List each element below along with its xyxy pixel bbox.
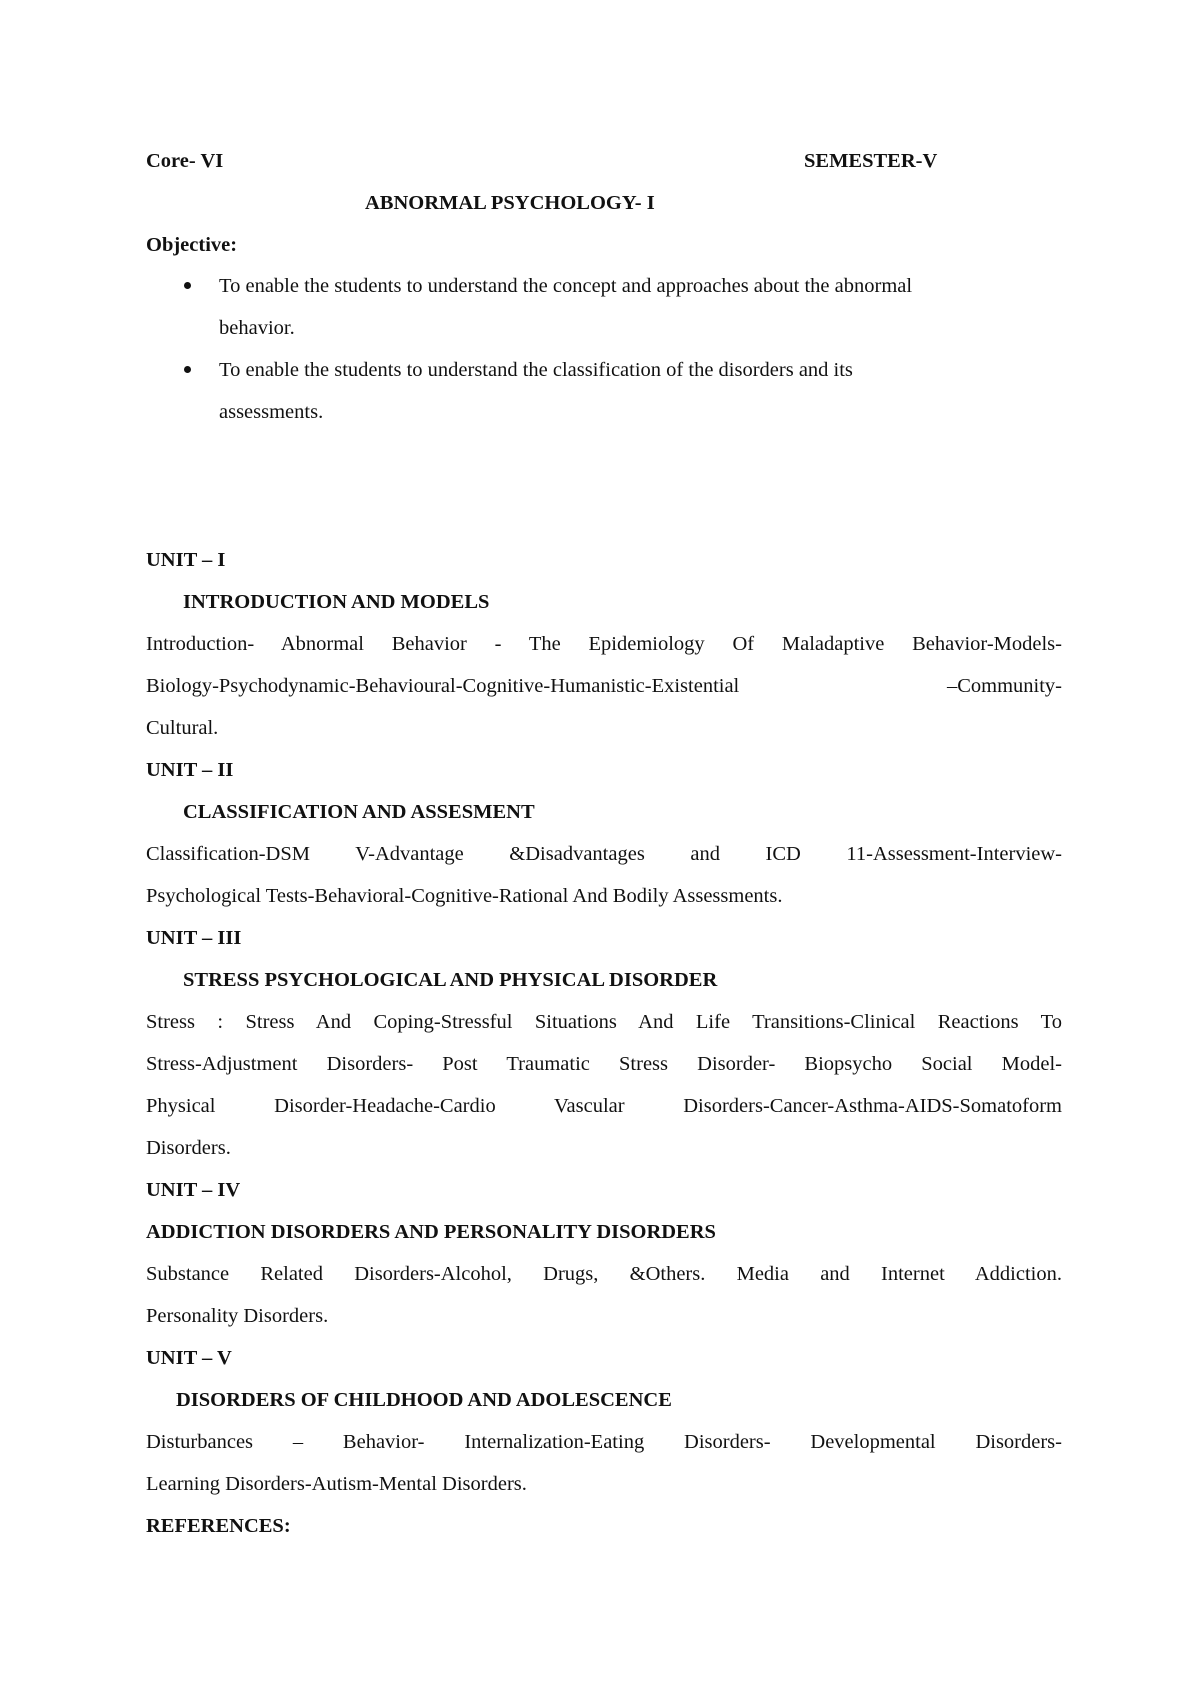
unit-1-title: INTRODUCTION AND MODELS	[183, 591, 490, 613]
unit-2-text-line-2: Psychological Tests-Behavioral-Cognitive-Rational And Bodily Assessments.	[146, 885, 783, 907]
unit-3-text-line-3: Physical Disorder-Headache-Cardio Vascular Disorders-Cancer-Asthma-AIDS-Somatoform	[146, 1095, 1062, 1117]
unit-5-text-line-2: Learning Disorders-Autism-Mental Disorders.	[146, 1473, 527, 1495]
course-code: Core- VI	[146, 150, 224, 172]
unit-3-text-line-4: Disorders.	[146, 1137, 231, 1159]
objective-item-1-line-2: behavior.	[219, 317, 295, 339]
unit-2-text-line-1: Classification-DSM V-Advantage &Disadvantages and ICD 11-Assessment-Interview-	[146, 843, 1062, 865]
unit-4-title: ADDICTION DISORDERS AND PERSONALITY DISORDERS	[146, 1221, 716, 1243]
objective-item-2-line-2: assessments.	[219, 401, 324, 423]
bullet-icon	[184, 282, 191, 289]
references-heading: REFERENCES:	[146, 1515, 291, 1537]
unit-3-text-line-2: Stress-Adjustment Disorders- Post Traumatic Stress Disorder- Biopsycho Social Model-	[146, 1053, 1062, 1075]
unit-4-text-line-2: Personality Disorders.	[146, 1305, 329, 1327]
unit-5-label: UNIT – V	[146, 1347, 232, 1369]
objective-item-1-line-1: To enable the students to understand the concept and approaches about the abnormal	[219, 275, 913, 297]
objective-heading: Objective:	[146, 234, 238, 256]
unit-5-title: DISORDERS OF CHILDHOOD AND ADOLESCENCE	[176, 1389, 672, 1411]
unit-5-text-line-1: Disturbances – Behavior- Internalization-Eating Disorders- Developmental Disorders-	[146, 1431, 1062, 1453]
bullet-icon	[184, 366, 191, 373]
unit-2-title: CLASSIFICATION AND ASSESMENT	[183, 801, 535, 823]
unit-3-label: UNIT – III	[146, 927, 242, 949]
unit-2-label: UNIT – II	[146, 759, 234, 781]
objective-item-2-line-1: To enable the students to understand the classification of the disorders and its	[219, 359, 853, 381]
unit-4-label: UNIT – IV	[146, 1179, 241, 1201]
unit-3-title: STRESS PSYCHOLOGICAL AND PHYSICAL DISORDER	[183, 969, 718, 991]
unit-1-label: UNIT – I	[146, 549, 226, 571]
unit-1-text-line-3: Cultural.	[146, 717, 219, 739]
unit-1-text-line-1: Introduction- Abnormal Behavior - The Epidemiology Of Maladaptive Behavior-Models-	[146, 633, 1062, 655]
unit-1-text-line-2: Biology-Psychodynamic-Behavioural-Cognitive-Humanistic-Existential –Community-	[146, 675, 1062, 697]
unit-4-text-line-1: Substance Related Disorders-Alcohol, Drugs, &Others. Media and Internet Addiction.	[146, 1263, 1062, 1285]
unit-3-text-line-1: Stress : Stress And Coping-Stressful Situations And Life Transitions-Clinical Reactions To	[146, 1011, 1062, 1033]
course-title: ABNORMAL PSYCHOLOGY- I	[365, 192, 655, 214]
semester-label: SEMESTER-V	[804, 150, 938, 172]
